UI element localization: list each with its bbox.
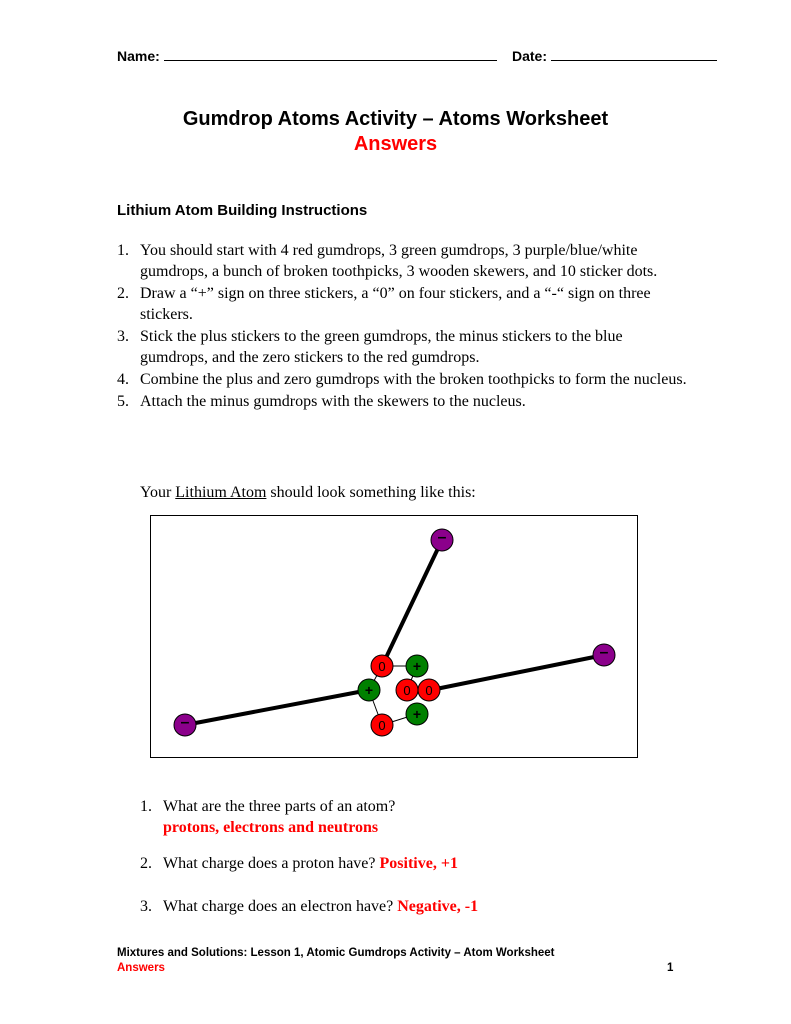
svg-text:0: 0 bbox=[403, 683, 411, 698]
proton-left bbox=[358, 679, 380, 701]
footer-answers: Answers bbox=[117, 962, 165, 974]
electron-top bbox=[431, 529, 453, 551]
svg-text:0: 0 bbox=[425, 683, 433, 698]
diagram-caption: Your Lithium Atom should look something like this: bbox=[140, 484, 476, 501]
page-subtitle: Answers bbox=[353, 133, 438, 155]
question-1: 1. What are the three parts of an atom? protons, electrons and neutrons bbox=[140, 798, 396, 836]
answer-2: Positive, +1 bbox=[379, 855, 458, 872]
svg-text:–: – bbox=[437, 529, 447, 546]
section-heading: Lithium Atom Building Instructions bbox=[117, 202, 368, 219]
date-blank bbox=[551, 46, 717, 61]
answer-1: protons, electrons and neutrons bbox=[163, 819, 379, 836]
proton-bottom bbox=[406, 703, 428, 725]
svg-text:+: + bbox=[412, 658, 422, 674]
svg-text:–: – bbox=[599, 644, 609, 661]
skewer-right bbox=[431, 655, 604, 690]
instruction-list bbox=[117, 240, 687, 413]
neutron-middle bbox=[396, 679, 418, 701]
list-item: 2. Draw a “+” sign on three stickers, a “0” on four stickers, and a “-“ sign on three stickers. bbox=[117, 285, 651, 323]
list-item: 3. Stick the plus stickers to the green gumdrops, the minus stickers to the blue gumdrops, and the zero stickers to the red gumdrops. bbox=[117, 328, 623, 366]
neutron-bottom bbox=[371, 714, 393, 736]
skewers bbox=[185, 540, 604, 725]
date-field bbox=[512, 46, 717, 64]
atom-svg bbox=[151, 516, 637, 757]
lithium-atom-term: Lithium Atom bbox=[175, 484, 267, 501]
svg-text:0: 0 bbox=[378, 659, 386, 674]
svg-text:–: – bbox=[180, 714, 190, 731]
name-blank bbox=[164, 46, 497, 61]
name-label: Name: bbox=[117, 48, 160, 64]
list-item: 1. You should start with 4 red gumdrops, 3 green gumdrops, 3 purple/blue/white gumdrops, a bunch of broken toothpicks, 3 wooden skewers, and 10 sticker dots. bbox=[117, 242, 658, 280]
page-title: Gumdrop Atoms Activity – Atoms Worksheet bbox=[182, 108, 609, 130]
proton-top bbox=[406, 655, 428, 677]
question-3: 3. What charge does an electron have? Negative, -1 bbox=[140, 898, 479, 915]
neutron-top bbox=[371, 655, 393, 677]
name-field bbox=[117, 46, 497, 64]
skewer-left bbox=[185, 690, 369, 725]
answer-3: Negative, -1 bbox=[397, 898, 479, 915]
footer-title: Mixtures and Solutions: Lesson 1, Atomic Gumdrops Activity – Atom Worksheet bbox=[117, 947, 555, 959]
svg-text:0: 0 bbox=[378, 718, 386, 733]
svg-text:+: + bbox=[412, 706, 422, 722]
question-2: 2. What charge does a proton have? Positive, +1 bbox=[140, 855, 458, 872]
skewer-top bbox=[382, 540, 442, 666]
neutron-right bbox=[418, 679, 440, 701]
date-label: Date: bbox=[512, 48, 548, 64]
electron-left bbox=[174, 714, 196, 736]
page-number: 1 bbox=[667, 962, 674, 974]
list-item: 4. Combine the plus and zero gumdrops with the broken toothpicks to form the nucleus. bbox=[117, 371, 687, 388]
lithium-atom-diagram bbox=[150, 515, 638, 758]
svg-text:+: + bbox=[364, 682, 374, 698]
electron-right bbox=[593, 644, 615, 666]
list-item: 5. Attach the minus gumdrops with the skewers to the nucleus. bbox=[117, 393, 526, 410]
